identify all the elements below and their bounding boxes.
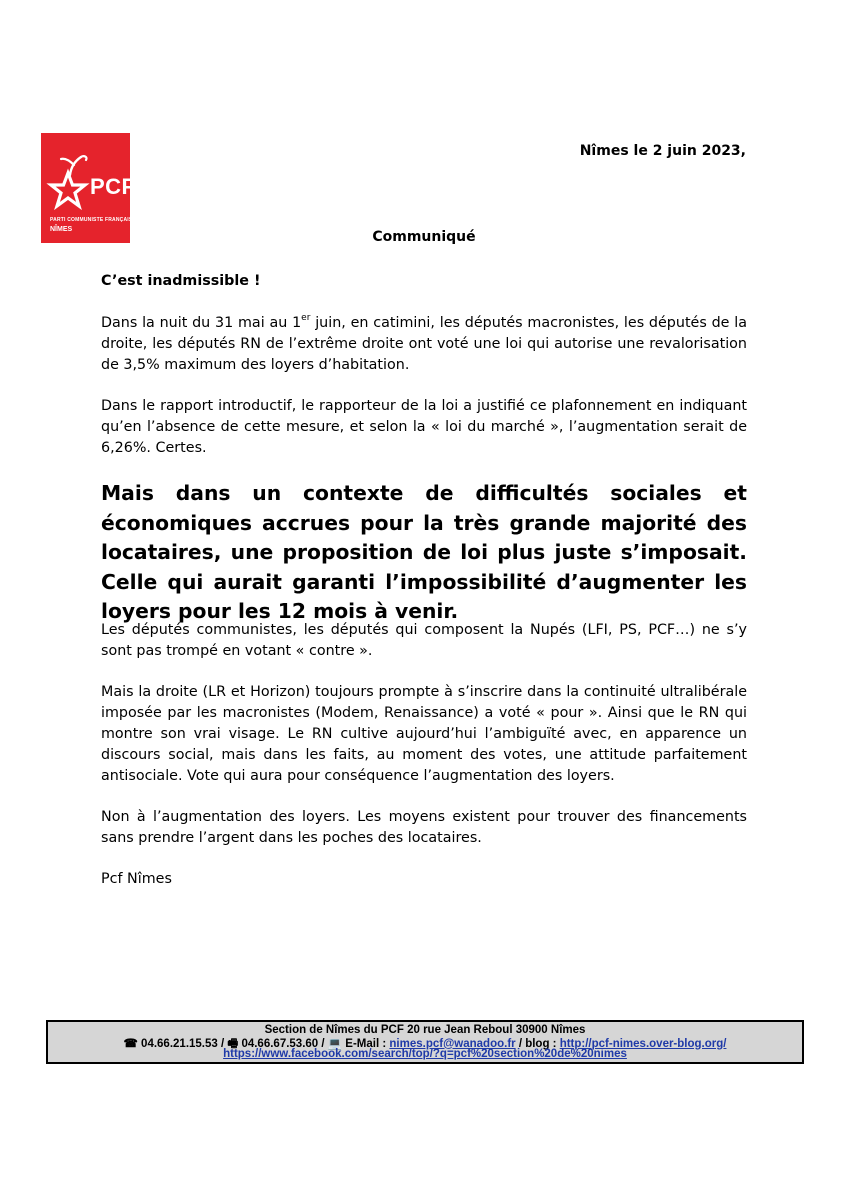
logo-subtitle: PARTI COMMUNISTE FRANÇAIS: [50, 217, 133, 223]
signature: Pcf Nîmes: [101, 871, 172, 887]
paragraph-5: Non à l’augmentation des loyers. Les moyens existent pour trouver des financements sans prendre l’argent dans les poches des locataires.: [101, 809, 747, 846]
fax-icon: 🖷: [227, 1037, 239, 1050]
footer-phone: 04.66.21.15.53 /: [137, 1037, 228, 1050]
footer-email-link[interactable]: nimes.pcf@wanadoo.fr: [389, 1037, 516, 1050]
footer-email-label: E-Mail :: [342, 1037, 390, 1050]
paragraph-3: Les députés communistes, les députés qui composent la Nupés (LFI, PS, PCF…) ne s’y sont pas trompé en votant « contre ».: [101, 622, 747, 659]
document-heading: Communiqué: [372, 229, 476, 245]
footer-blog-link[interactable]: http://pcf-nimes.over-blog.org/: [559, 1037, 727, 1050]
footer-address: Section de Nîmes du PCF 20 rue Jean Reboul 30900 Nîmes: [264, 1024, 586, 1036]
footer-box: [46, 1020, 804, 1064]
phone-icon: ☎: [123, 1037, 138, 1050]
highlight-paragraph: Mais dans un contexte de difficultés sociales et économiques accrues pour la très grande majorité des locataires, une proposition de loi plus juste s’imposait. Celle qui aurait garanti l’impossibilité d’augmenter les loyers pour les 12 mois à venir.: [101, 481, 747, 623]
document-date: Nîmes le 2 juin 2023,: [579, 143, 746, 159]
pcf-logo: [41, 133, 136, 243]
computer-icon: 💻: [327, 1037, 343, 1050]
paragraph-1-end: juin, en catimini, les députés macronistes, les députés de la droite, les députés RN de l’extrême droite ont voté une loi qui autorise une revalorisation de 3,5% maximum des loyers d’habitation.: [101, 315, 747, 373]
paragraph-1: [101, 313, 747, 376]
logo-city: NÎMES: [50, 226, 73, 233]
superscript-er: er: [301, 313, 311, 324]
paragraph-4: Mais la droite (LR et Horizon) toujours prompte à s’inscrire dans la continuité ultralibérale imposée par les macronistes (Modem, Renaissance) a voté « pour ». Ainsi que le RN qui montre son vrai visage. Le RN cultive aujourd’hui l’ambiguïté avec, en apparence un discours social, mais dans les faits, au moment des votes, une attitude parfaitement antisociale. Vote qui aura pour conséquence l’augmentation des loyers.: [101, 684, 747, 784]
paragraph-1-start: Dans la nuit du 31 mai au 1: [101, 315, 302, 331]
paragraph-2: Dans le rapport introductif, le rapporteur de la loi a justifié ce plafonnement en indiquant qu’en l’absence de cette mesure, et selon la « loi du marché », l’augmentation serait de 6,26%. Certes.: [101, 398, 747, 456]
document-title: C’est inadmissible !: [101, 273, 261, 289]
logo-acronym: PCF: [90, 174, 136, 199]
footer-facebook-link[interactable]: https://www.facebook.com/search/top/?q=pcf%20section%20de%20nimes: [223, 1048, 627, 1060]
footer-fax: 04.66.67.53.60 /: [238, 1037, 328, 1050]
footer-blog-label: / blog :: [515, 1037, 560, 1050]
